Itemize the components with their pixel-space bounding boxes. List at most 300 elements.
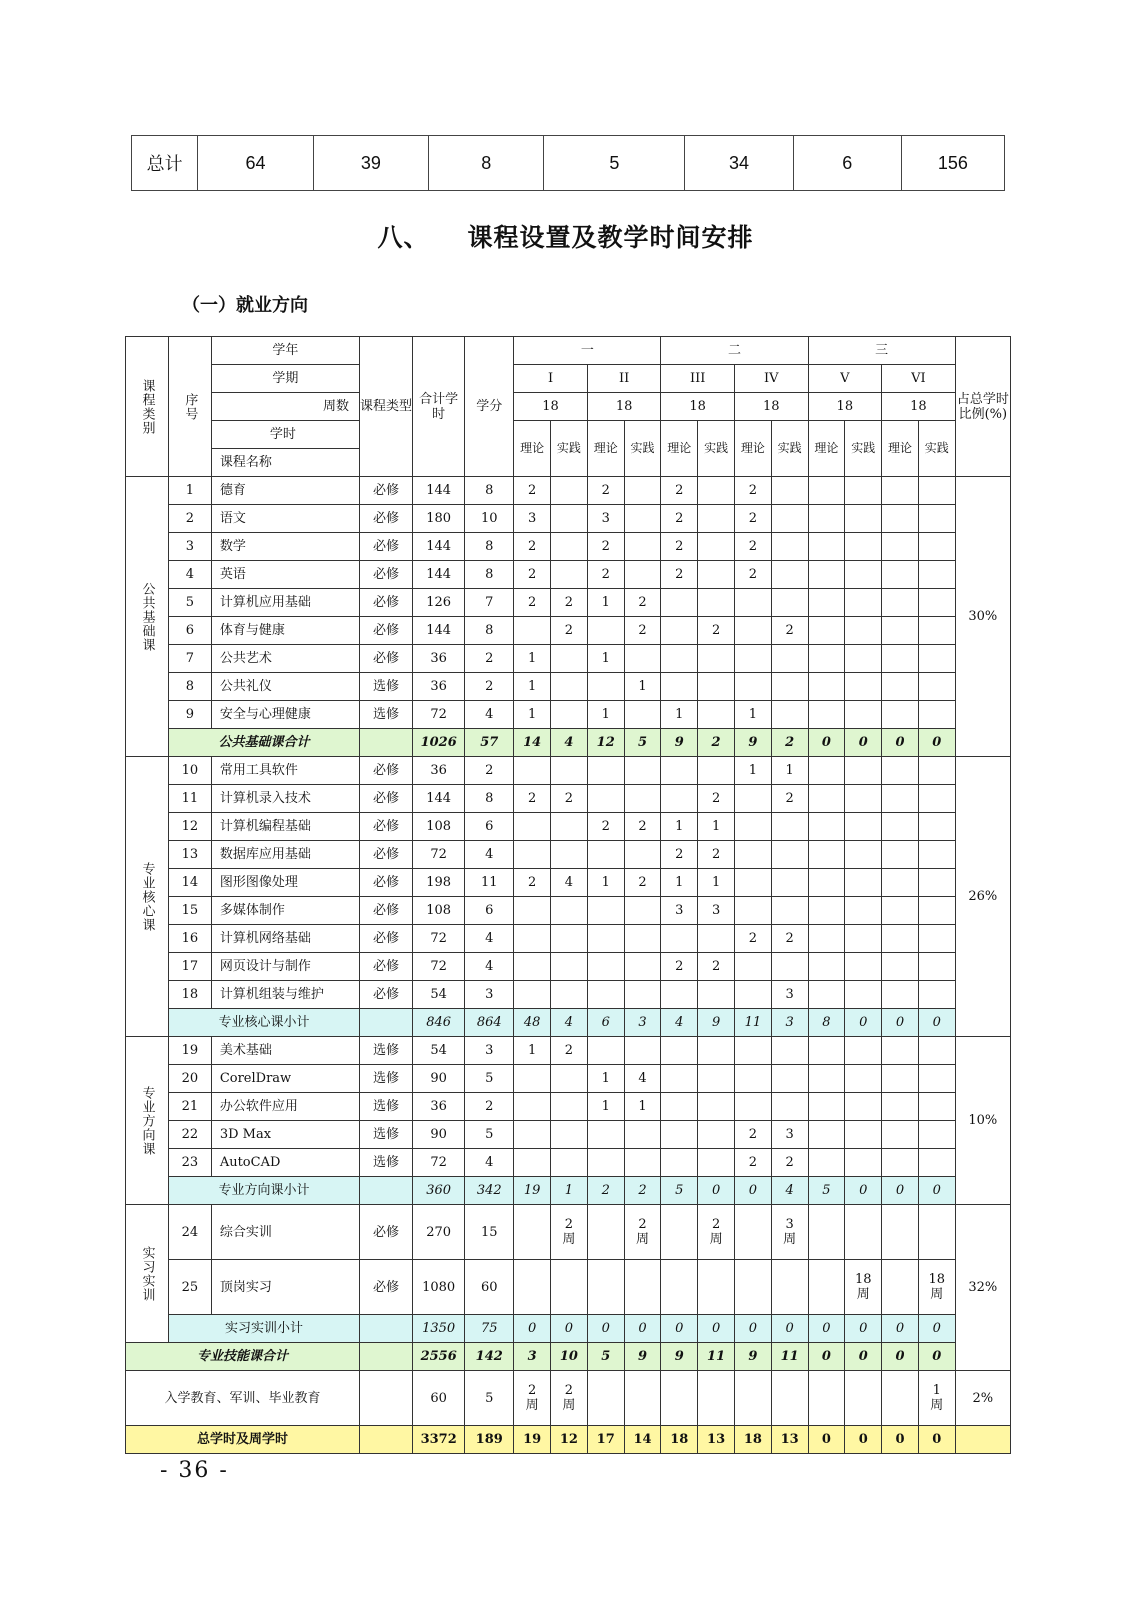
- subtotal-value: 0: [845, 1315, 882, 1343]
- semester-value: [845, 701, 882, 729]
- semester-value: 1: [698, 869, 735, 897]
- subtotal-type: [359, 1177, 412, 1205]
- semester-value: [771, 673, 808, 701]
- course-name: 计算机应用基础: [211, 589, 359, 617]
- grand-total-ratio: [955, 1426, 1010, 1454]
- header-category: 课程类别: [126, 337, 169, 477]
- summary-table: [131, 135, 1005, 191]
- semester-value: 1: [514, 645, 551, 673]
- course-hours: 72: [413, 1149, 465, 1177]
- semester-value: [808, 813, 845, 841]
- course-seq: 1: [168, 477, 211, 505]
- course-seq: 18: [168, 981, 211, 1009]
- header-semester: 学期: [211, 365, 359, 393]
- section-title: [0, 218, 1131, 254]
- semester-value: [845, 673, 882, 701]
- course-row: [126, 785, 1011, 813]
- semester-value: 1: [587, 589, 624, 617]
- semester-value: 2: [734, 1121, 771, 1149]
- grand-total-value: 19: [514, 1426, 551, 1454]
- semester-value: [808, 757, 845, 785]
- semester-value: [771, 1093, 808, 1121]
- subtotal-value: 0: [845, 1009, 882, 1037]
- semester-value: [808, 785, 845, 813]
- header-theory: 理论: [808, 421, 845, 477]
- course-seq: 11: [168, 785, 211, 813]
- skills-total-hours: 2556: [413, 1343, 465, 1371]
- semester-value: [845, 1121, 882, 1149]
- course-name: AutoCAD: [211, 1149, 359, 1177]
- semester-value: [882, 561, 919, 589]
- course-hours: 270: [413, 1205, 465, 1260]
- semester-value: 1: [587, 645, 624, 673]
- semester-value: [698, 1121, 735, 1149]
- semester-value: [698, 925, 735, 953]
- course-row: [126, 505, 1011, 533]
- course-seq: 13: [168, 841, 211, 869]
- semester-value: [882, 701, 919, 729]
- subtotal-value: 0: [698, 1177, 735, 1205]
- semester-value: [514, 1149, 551, 1177]
- semester-value: [918, 1065, 955, 1093]
- semester-value: [808, 925, 845, 953]
- semester-value: 1: [587, 1093, 624, 1121]
- semester-value: [661, 1037, 698, 1065]
- course-credits: 2: [465, 1093, 514, 1121]
- semester-value: 2 周: [551, 1205, 588, 1260]
- semester-value: [514, 1065, 551, 1093]
- skills-total-value: 0: [845, 1343, 882, 1371]
- course-name: 德育: [211, 477, 359, 505]
- grand-total-value: 0: [808, 1426, 845, 1454]
- semester-value: 1: [587, 1065, 624, 1093]
- course-seq: 19: [168, 1037, 211, 1065]
- semester-value: 2: [624, 869, 661, 897]
- course-credits: 8: [465, 561, 514, 589]
- semester-value: [918, 1149, 955, 1177]
- semester-value: [918, 701, 955, 729]
- semester-value: [918, 477, 955, 505]
- semester-value: [918, 617, 955, 645]
- subtotal-hours: 1350: [413, 1315, 465, 1343]
- semester-value: 2: [661, 953, 698, 981]
- semester-value: [882, 589, 919, 617]
- subtotal-value: 0: [587, 1315, 624, 1343]
- semester-value: [771, 1260, 808, 1315]
- course-type: 必修: [359, 757, 412, 785]
- header-theory: 理论: [514, 421, 551, 477]
- semester-value: [551, 925, 588, 953]
- entry-education-value: [734, 1371, 771, 1426]
- subtotal-type: [359, 1315, 412, 1343]
- subtotal-value: 2: [698, 729, 735, 757]
- skills-total-value: 9: [661, 1343, 698, 1371]
- header-row: [126, 421, 1011, 449]
- semester-value: [918, 1037, 955, 1065]
- semester-value: 2: [661, 841, 698, 869]
- grand-total-value: 17: [587, 1426, 624, 1454]
- grand-total-value: 12: [551, 1426, 588, 1454]
- semester-value: [661, 589, 698, 617]
- semester-value: [587, 673, 624, 701]
- course-row: [126, 925, 1011, 953]
- semester-value: [551, 673, 588, 701]
- entry-education-value: 2 周: [551, 1371, 588, 1426]
- semester-value: [551, 1121, 588, 1149]
- semester-value: [698, 981, 735, 1009]
- semester-value: [551, 645, 588, 673]
- semester-value: [734, 981, 771, 1009]
- subtotal-value: 0: [882, 1315, 919, 1343]
- header-course-name: 课程名称: [211, 449, 359, 477]
- semester-value: [661, 925, 698, 953]
- semester-value: [845, 617, 882, 645]
- header-practice: 实践: [771, 421, 808, 477]
- course-seq: 20: [168, 1065, 211, 1093]
- course-name: 计算机网络基础: [211, 925, 359, 953]
- semester-value: 3: [587, 505, 624, 533]
- semester-value: 2: [551, 1037, 588, 1065]
- header-semester-label: III: [661, 365, 735, 393]
- course-seq: 16: [168, 925, 211, 953]
- skills-total-type: [359, 1343, 412, 1371]
- header-semester-weeks: 18: [514, 393, 588, 421]
- course-type: 选修: [359, 1065, 412, 1093]
- entry-education-ratio: 2%: [955, 1371, 1010, 1426]
- semester-value: [624, 701, 661, 729]
- semester-value: [661, 785, 698, 813]
- subtotal-credits: 864: [465, 1009, 514, 1037]
- header-semester-label: VI: [882, 365, 956, 393]
- page-number: - 36 -: [160, 1458, 229, 1483]
- semester-value: 2 周: [624, 1205, 661, 1260]
- semester-value: [918, 645, 955, 673]
- subtotal-hours: 1026: [413, 729, 465, 757]
- skills-total-value: 9: [624, 1343, 661, 1371]
- subtotal-value: 0: [771, 1315, 808, 1343]
- course-credits: 15: [465, 1205, 514, 1260]
- semester-value: [698, 1149, 735, 1177]
- semester-value: [808, 1260, 845, 1315]
- header-practice: 实践: [624, 421, 661, 477]
- semester-value: [882, 925, 919, 953]
- course-type: 必修: [359, 1260, 412, 1315]
- semester-value: [918, 981, 955, 1009]
- course-hours: 36: [413, 645, 465, 673]
- semester-value: 2: [551, 785, 588, 813]
- skills-total-value: 0: [808, 1343, 845, 1371]
- semester-value: 2: [551, 617, 588, 645]
- semester-value: [551, 1149, 588, 1177]
- course-row: [126, 1037, 1011, 1065]
- semester-value: [918, 897, 955, 925]
- semester-value: [808, 869, 845, 897]
- subtotal-row: [126, 1177, 1011, 1205]
- course-credits: 3: [465, 981, 514, 1009]
- course-name: 多媒体制作: [211, 897, 359, 925]
- course-credits: 11: [465, 869, 514, 897]
- semester-value: [624, 1149, 661, 1177]
- course-seq: 21: [168, 1093, 211, 1121]
- header-year: 学年: [211, 337, 359, 365]
- summary-value: 39: [313, 136, 428, 191]
- semester-value: [551, 841, 588, 869]
- subtotal-label: 实习实训小计: [168, 1315, 359, 1343]
- section-number: 八、: [377, 223, 430, 252]
- semester-value: [808, 981, 845, 1009]
- header-year-label: 二: [661, 337, 808, 365]
- header-practice: 实践: [698, 421, 735, 477]
- course-credits: 6: [465, 813, 514, 841]
- header-semester-label: IV: [734, 365, 808, 393]
- header-theory: 理论: [882, 421, 919, 477]
- semester-value: [624, 505, 661, 533]
- course-row: [126, 561, 1011, 589]
- header-row: [126, 393, 1011, 421]
- header-ratio: 占总学时比例(%): [955, 337, 1010, 477]
- summary-value: 8: [429, 136, 544, 191]
- entry-education-hours: 60: [413, 1371, 465, 1426]
- semester-value: [771, 841, 808, 869]
- entry-education-value: [624, 1371, 661, 1426]
- course-name: 图形图像处理: [211, 869, 359, 897]
- course-type: 必修: [359, 953, 412, 981]
- semester-value: 2: [661, 533, 698, 561]
- grand-total-row: [126, 1426, 1011, 1454]
- section-text: 课程设置及教学时间安排: [467, 223, 754, 252]
- semester-value: 3: [698, 897, 735, 925]
- semester-value: [882, 533, 919, 561]
- header-credits: 学分: [465, 337, 514, 477]
- semester-value: [771, 561, 808, 589]
- semester-value: [771, 701, 808, 729]
- semester-value: 2: [734, 1149, 771, 1177]
- semester-value: [845, 477, 882, 505]
- semester-value: [808, 1065, 845, 1093]
- course-credits: 4: [465, 1149, 514, 1177]
- subtotal-value: 12: [587, 729, 624, 757]
- subtotal-value: 2: [771, 729, 808, 757]
- semester-value: [698, 701, 735, 729]
- grand-total-value: 0: [918, 1426, 955, 1454]
- semester-value: [882, 813, 919, 841]
- semester-value: [882, 953, 919, 981]
- course-credits: 4: [465, 841, 514, 869]
- header-hours: 学时: [211, 421, 359, 449]
- semester-value: [551, 1093, 588, 1121]
- course-type: 选修: [359, 1121, 412, 1149]
- semester-value: [624, 477, 661, 505]
- subtotal-type: [359, 1009, 412, 1037]
- semester-value: [624, 645, 661, 673]
- course-type: 必修: [359, 841, 412, 869]
- course-credits: 60: [465, 1260, 514, 1315]
- subtotal-value: 3: [624, 1009, 661, 1037]
- course-hours: 54: [413, 1037, 465, 1065]
- semester-value: [551, 533, 588, 561]
- group-ratio: 10%: [955, 1037, 1010, 1205]
- semester-value: [514, 1205, 551, 1260]
- subtotal-hours: 360: [413, 1177, 465, 1205]
- subtotal-row: [126, 1009, 1011, 1037]
- course-row: [126, 1093, 1011, 1121]
- semester-value: [808, 645, 845, 673]
- course-seq: 24: [168, 1205, 211, 1260]
- semester-value: [514, 757, 551, 785]
- course-row: [126, 841, 1011, 869]
- semester-value: [808, 841, 845, 869]
- semester-value: 2: [771, 1149, 808, 1177]
- semester-value: [918, 1093, 955, 1121]
- subtotal-value: 4: [771, 1177, 808, 1205]
- course-name: 公共礼仪: [211, 673, 359, 701]
- subtotal-value: 0: [882, 1009, 919, 1037]
- subtotal-value: 5: [624, 729, 661, 757]
- course-seq: 22: [168, 1121, 211, 1149]
- course-row: [126, 477, 1011, 505]
- semester-value: [808, 1121, 845, 1149]
- course-type: 必修: [359, 981, 412, 1009]
- semester-value: 1: [734, 757, 771, 785]
- semester-value: [734, 897, 771, 925]
- subtotal-value: 6: [587, 1009, 624, 1037]
- subtotal-credits: 57: [465, 729, 514, 757]
- course-name: 公共艺术: [211, 645, 359, 673]
- semester-value: [698, 589, 735, 617]
- course-hours: 198: [413, 869, 465, 897]
- semester-value: 1: [514, 1037, 551, 1065]
- subtotal-value: 5: [661, 1177, 698, 1205]
- course-type: 必修: [359, 813, 412, 841]
- course-name: 数据库应用基础: [211, 841, 359, 869]
- header-theory: 理论: [661, 421, 698, 477]
- entry-education-value: [661, 1371, 698, 1426]
- subtotal-value: 9: [661, 729, 698, 757]
- semester-value: [514, 953, 551, 981]
- course-name: 计算机编程基础: [211, 813, 359, 841]
- subtotal-value: 0: [882, 1177, 919, 1205]
- subtotal-value: 5: [808, 1177, 845, 1205]
- semester-value: [551, 813, 588, 841]
- grand-total-value: 13: [698, 1426, 735, 1454]
- semester-value: [624, 561, 661, 589]
- entry-education-type: [359, 1371, 412, 1426]
- course-type: 必修: [359, 617, 412, 645]
- semester-value: 1: [587, 701, 624, 729]
- skills-total-value: 0: [918, 1343, 955, 1371]
- semester-value: [698, 505, 735, 533]
- grand-total-credits: 189: [465, 1426, 514, 1454]
- semester-value: [845, 757, 882, 785]
- course-hours: 144: [413, 477, 465, 505]
- course-type: 选修: [359, 1037, 412, 1065]
- skills-total-row: [126, 1343, 1011, 1371]
- course-seq: 4: [168, 561, 211, 589]
- course-credits: 10: [465, 505, 514, 533]
- course-row: [126, 953, 1011, 981]
- course-seq: 12: [168, 813, 211, 841]
- semester-value: [845, 1037, 882, 1065]
- semester-value: [698, 561, 735, 589]
- semester-value: [734, 1093, 771, 1121]
- subtotal-hours: 846: [413, 1009, 465, 1037]
- semester-value: [624, 1260, 661, 1315]
- course-row: [126, 869, 1011, 897]
- semester-value: [698, 533, 735, 561]
- course-seq: 14: [168, 869, 211, 897]
- header-total-hours: 合计学时: [413, 337, 465, 477]
- group-ratio: 30%: [955, 477, 1010, 757]
- semester-value: [587, 897, 624, 925]
- semester-value: 2: [734, 477, 771, 505]
- course-credits: 8: [465, 477, 514, 505]
- course-type: 必修: [359, 505, 412, 533]
- summary-value: 64: [198, 136, 313, 191]
- course-credits: 4: [465, 953, 514, 981]
- semester-value: [698, 477, 735, 505]
- grand-total-type: [359, 1426, 412, 1454]
- semester-value: [734, 617, 771, 645]
- semester-value: [624, 897, 661, 925]
- course-credits: 5: [465, 1121, 514, 1149]
- semester-value: [845, 925, 882, 953]
- semester-value: [514, 981, 551, 1009]
- semester-value: [882, 1065, 919, 1093]
- summary-row: [132, 136, 1005, 191]
- subtotal-value: 0: [551, 1315, 588, 1343]
- semester-value: 4: [551, 869, 588, 897]
- course-hours: 144: [413, 533, 465, 561]
- semester-value: 1: [624, 673, 661, 701]
- course-hours: 144: [413, 617, 465, 645]
- course-credits: 3: [465, 1037, 514, 1065]
- entry-education-value: [698, 1371, 735, 1426]
- header-practice: 实践: [845, 421, 882, 477]
- semester-value: [845, 841, 882, 869]
- semester-value: [808, 477, 845, 505]
- subtotal-value: 9: [698, 1009, 735, 1037]
- semester-value: 2: [771, 925, 808, 953]
- course-hours: 126: [413, 589, 465, 617]
- course-hours: 36: [413, 673, 465, 701]
- semester-value: [587, 1149, 624, 1177]
- course-hours: 1080: [413, 1260, 465, 1315]
- semester-value: [771, 1037, 808, 1065]
- semester-value: [661, 1093, 698, 1121]
- semester-value: [845, 1149, 882, 1177]
- course-row: [126, 757, 1011, 785]
- course-credits: 2: [465, 757, 514, 785]
- semester-value: [918, 1121, 955, 1149]
- header-semester-weeks: 18: [882, 393, 956, 421]
- semester-value: [882, 1037, 919, 1065]
- semester-value: 2: [514, 869, 551, 897]
- semester-value: 2: [514, 589, 551, 617]
- course-type: 选修: [359, 1149, 412, 1177]
- semester-value: [882, 477, 919, 505]
- subtotal-value: 0: [734, 1177, 771, 1205]
- semester-value: [918, 757, 955, 785]
- semester-value: [845, 1205, 882, 1260]
- skills-total-value: 3: [514, 1343, 551, 1371]
- course-seq: 10: [168, 757, 211, 785]
- semester-value: 3: [514, 505, 551, 533]
- semester-value: [882, 981, 919, 1009]
- semester-value: [734, 785, 771, 813]
- semester-value: [808, 589, 845, 617]
- semester-value: [882, 1093, 919, 1121]
- subtotal-value: 0: [808, 1315, 845, 1343]
